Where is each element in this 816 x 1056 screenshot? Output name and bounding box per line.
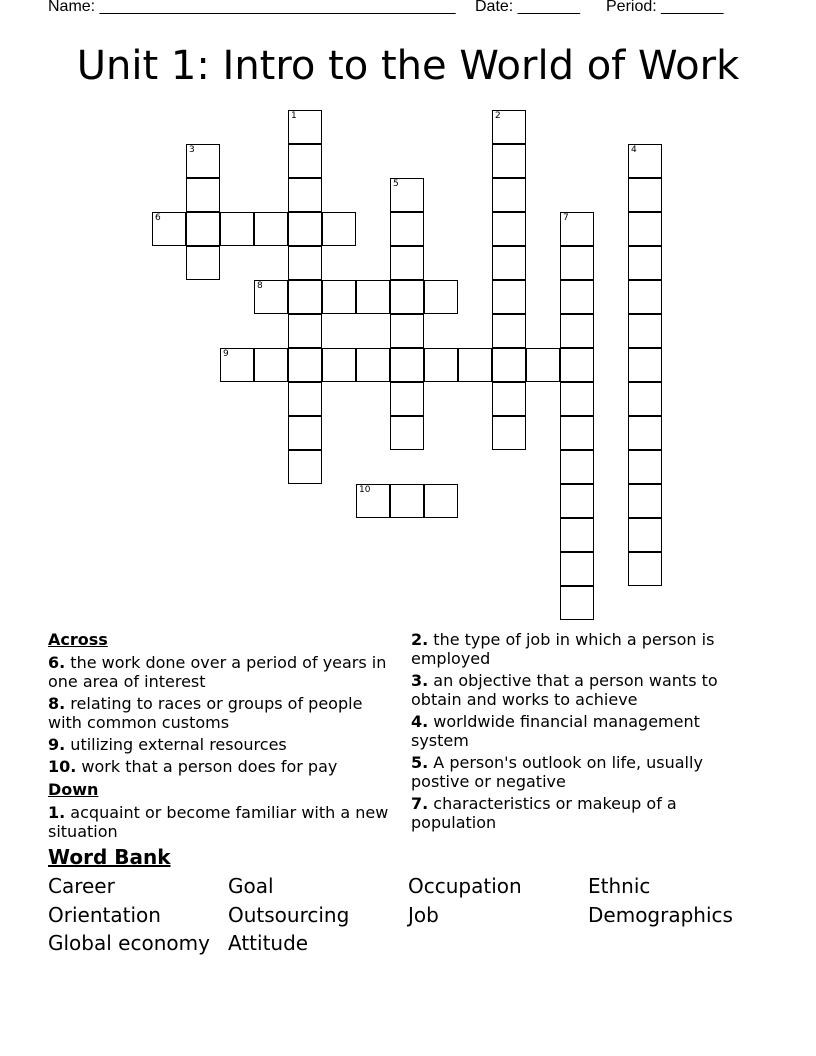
crossword-cell[interactable] [288, 348, 322, 382]
crossword-cell[interactable] [492, 144, 526, 178]
clue-item-number: 2. [411, 630, 429, 649]
word-bank-entry: Job [408, 902, 439, 927]
crossword-cell[interactable] [186, 144, 220, 178]
clue-item [411, 794, 756, 832]
down-heading: Down [48, 780, 99, 799]
crossword-cell[interactable] [288, 280, 322, 314]
word-bank-entry: Global economy [48, 931, 210, 955]
crossword-cell[interactable] [492, 416, 526, 450]
crossword-cell[interactable] [492, 110, 526, 144]
clue-item-number: 9. [48, 735, 66, 754]
crossword-cell[interactable] [254, 348, 288, 382]
clue-item-number: 8. [48, 694, 66, 713]
crossword-cell[interactable] [390, 382, 424, 416]
down-clue-list [48, 803, 393, 841]
crossword-cell[interactable] [628, 416, 662, 450]
crossword-cell[interactable] [492, 246, 526, 280]
clue-item-text: work that a person does for pay [76, 757, 338, 776]
crossword-cell[interactable] [628, 450, 662, 484]
crossword-cell[interactable] [322, 212, 356, 246]
crossword-cell[interactable] [560, 280, 594, 314]
crossword-cell[interactable] [492, 382, 526, 416]
clue-item [48, 735, 393, 754]
clue-item-text: worldwide financial management system [411, 712, 700, 750]
crossword-cell[interactable] [288, 178, 322, 212]
crossword-cell[interactable] [424, 280, 458, 314]
clue-item [48, 694, 393, 732]
crossword-cell[interactable] [390, 348, 424, 382]
clue-number: 8 [257, 281, 263, 291]
crossword-cell[interactable] [628, 382, 662, 416]
crossword-cell[interactable] [458, 348, 492, 382]
crossword-cell[interactable] [220, 212, 254, 246]
word-bank [48, 872, 768, 958]
crossword-cell[interactable] [628, 144, 662, 178]
crossword-cell[interactable] [152, 212, 186, 246]
crossword-cell[interactable] [288, 110, 322, 144]
clue-item [48, 757, 393, 776]
crossword-cell[interactable] [390, 484, 424, 518]
word-bank-entry: Goal [228, 874, 274, 898]
word-bank-title: Word Bank [48, 845, 171, 869]
clue-item [48, 803, 393, 841]
crossword-cell[interactable] [560, 246, 594, 280]
crossword-cell[interactable] [492, 314, 526, 348]
crossword-cell[interactable] [288, 382, 322, 416]
clue-item-text: relating to races or groups of people with common customs [48, 694, 363, 732]
crossword-cell[interactable] [186, 212, 220, 246]
clue-item [411, 671, 756, 709]
across-heading: Across [48, 630, 108, 649]
word-bank-entry: Career [48, 874, 115, 898]
crossword-cell[interactable] [560, 212, 594, 246]
crossword-cell[interactable] [322, 280, 356, 314]
crossword-cell[interactable] [628, 552, 662, 586]
crossword-cell[interactable] [220, 348, 254, 382]
clue-item-text: the type of job in which a person is employed [411, 630, 715, 668]
crossword-cell[interactable] [254, 280, 288, 314]
clue-item-text: utilizing external resources [65, 735, 287, 754]
crossword-cell[interactable] [560, 518, 594, 552]
clue-number: 4 [631, 145, 637, 155]
crossword-cell[interactable] [560, 450, 594, 484]
crossword-cell[interactable] [560, 314, 594, 348]
crossword-cell[interactable] [288, 450, 322, 484]
clue-item-number: 5. [411, 753, 429, 772]
crossword-cell[interactable] [628, 484, 662, 518]
clue-item-text: A person's outlook on life, usually postive or negative [411, 753, 703, 791]
clue-item-number: 3. [411, 671, 429, 690]
period-field-label: Period: _______ [606, 0, 724, 15]
word-bank-entry: Outsourcing [228, 902, 350, 927]
clue-number: 5 [393, 179, 399, 189]
word-bank-entry: Attitude [228, 931, 309, 955]
clue-number: 10 [359, 485, 371, 495]
word-bank-entry: Orientation [48, 902, 161, 927]
clue-item-text: an objective that a person wants to obtain and works to achieve [411, 671, 718, 709]
crossword-cell[interactable] [186, 246, 220, 280]
crossword-cell[interactable] [492, 178, 526, 212]
clue-item-number: 4. [411, 712, 429, 731]
crossword-cell[interactable] [628, 348, 662, 382]
clue-item-text: acquaint or become familiar with a new situation [48, 803, 389, 841]
crossword-cell[interactable] [356, 484, 390, 518]
crossword-cell[interactable] [560, 552, 594, 586]
crossword-cell[interactable] [526, 348, 560, 382]
crossword-cell[interactable] [628, 246, 662, 280]
clue-number: 9 [223, 349, 229, 359]
crossword-cell[interactable] [356, 280, 390, 314]
clue-item [411, 712, 756, 750]
crossword-cell[interactable] [628, 314, 662, 348]
crossword-cell[interactable] [492, 348, 526, 382]
crossword-cell[interactable] [492, 280, 526, 314]
crossword-cell[interactable] [390, 314, 424, 348]
clue-number: 7 [563, 213, 569, 223]
crossword-cell[interactable] [424, 348, 458, 382]
crossword-cell[interactable] [288, 212, 322, 246]
clue-item [48, 653, 393, 691]
clue-number: 6 [155, 213, 161, 223]
clues-left-column [48, 630, 393, 844]
crossword-cell[interactable] [288, 144, 322, 178]
word-bank-entry: Occupation [408, 874, 522, 898]
crossword-cell[interactable] [390, 280, 424, 314]
crossword-cell[interactable] [390, 416, 424, 450]
word-bank-entry: Ethnic [588, 874, 651, 898]
clue-item-text: the work done over a period of years in one area of interest [48, 653, 387, 691]
clue-item-text: characteristics or makeup of a population [411, 794, 677, 832]
word-bank-entry: Demographics [588, 902, 733, 927]
clue-item [411, 753, 756, 791]
crossword-cell[interactable] [288, 416, 322, 450]
crossword-cell[interactable] [390, 178, 424, 212]
clue-item [411, 630, 756, 668]
clue-number: 1 [291, 111, 297, 121]
crossword-cell[interactable] [390, 212, 424, 246]
name-field-label: Name: ________________________________________ [48, 0, 456, 15]
crossword-cell[interactable] [560, 416, 594, 450]
down-clue-list-continued [411, 630, 756, 832]
crossword-cell[interactable] [560, 484, 594, 518]
page-title: Unit 1: Intro to the World of Work [76, 43, 740, 89]
crossword-cell[interactable] [492, 212, 526, 246]
crossword-cell[interactable] [628, 280, 662, 314]
crossword-cell[interactable] [356, 348, 390, 382]
crossword-cell[interactable] [560, 348, 594, 382]
crossword-cell[interactable] [186, 178, 220, 212]
clue-item-number: 7. [411, 794, 429, 813]
clues-right-column [411, 630, 756, 835]
crossword-cell[interactable] [424, 484, 458, 518]
clue-number: 3 [189, 145, 195, 155]
crossword-cell[interactable] [628, 518, 662, 552]
across-clue-list [48, 653, 393, 776]
date-field-label: Date: _______ [475, 0, 580, 15]
clue-item-number: 10. [48, 757, 77, 776]
crossword-cell[interactable] [628, 212, 662, 246]
crossword-cell[interactable] [390, 246, 424, 280]
clue-number: 2 [495, 111, 501, 121]
crossword-cell[interactable] [288, 246, 322, 280]
crossword-cell[interactable] [254, 212, 288, 246]
crossword-cell[interactable] [288, 314, 322, 348]
clue-item-number: 6. [48, 653, 66, 672]
clue-item-number: 1. [48, 803, 66, 822]
crossword-cell[interactable] [628, 178, 662, 212]
crossword-cell[interactable] [322, 348, 356, 382]
crossword-cell[interactable] [560, 382, 594, 416]
crossword-cell[interactable] [560, 586, 594, 620]
